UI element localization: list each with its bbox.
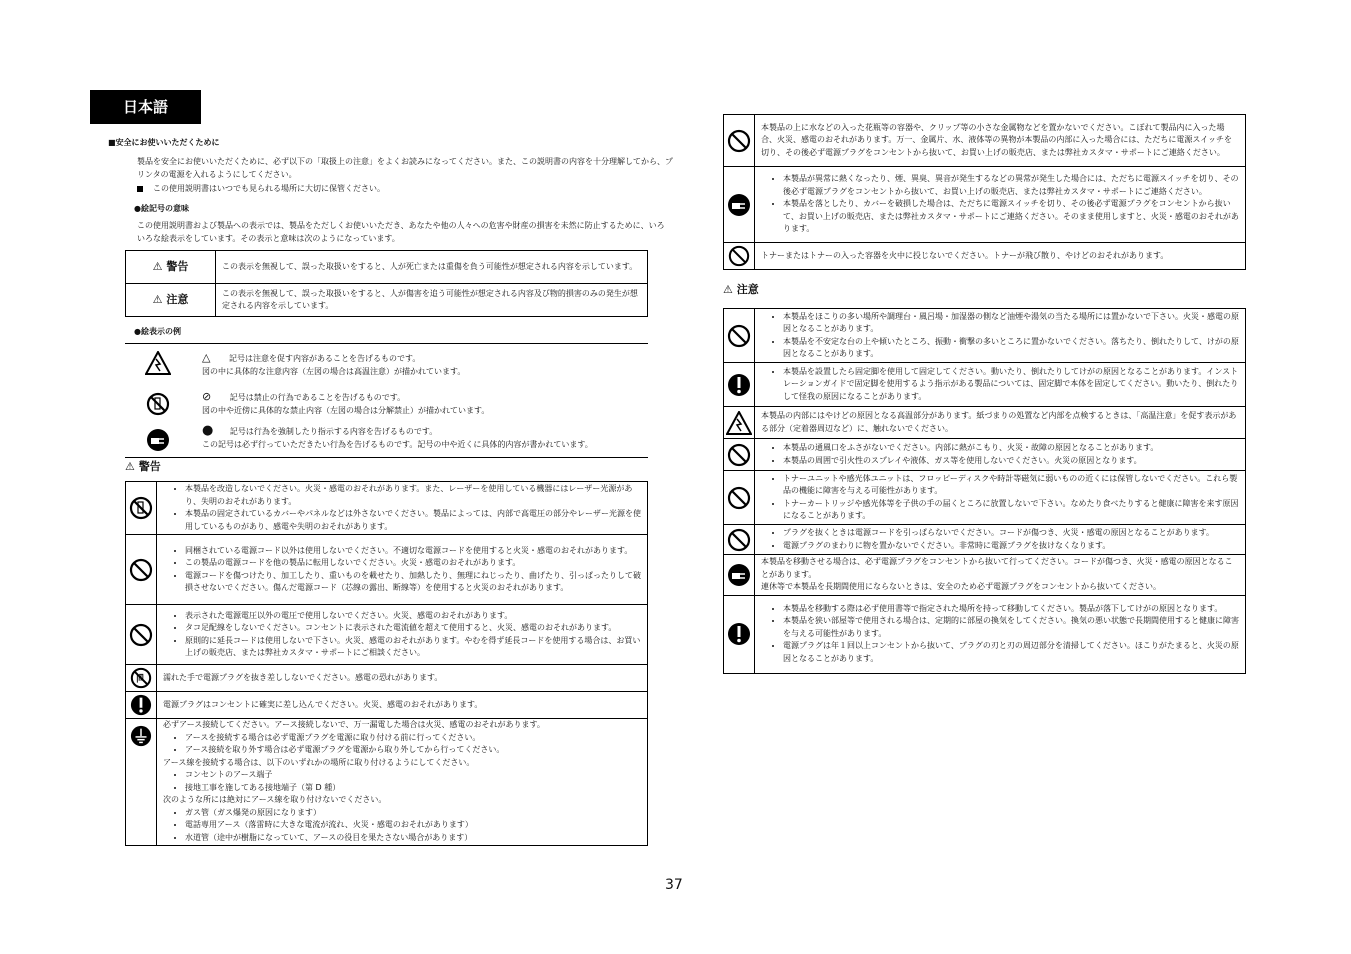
ground-icon — [126, 719, 157, 846]
ground-line2: アース線を接続する場合は、以下のいずれかの場所に取り付けるようにしてください。 — [163, 757, 475, 767]
symbol-meaning-intro: この使用説明書および製品への表示では、製品をただしくお使いいただき、あなたや他の人々への危害や財産の損害を未然に防止するために、いろいろな絵表示をしています。その表示と意味は次のようになっています。 — [137, 221, 665, 243]
high-temp-icon — [724, 407, 755, 439]
filled-circle-icon: ● — [202, 423, 214, 438]
meaning-row-caution — [126, 284, 648, 317]
list-item: • 電源コードを傷つけたり、加工したり、重いものを載せたり、加熱したり、無理にねじったり、曲げたり、引っぱったりして破損させないでください。傷んだ電源コード（芯線の露出、断線等）を使用すると火災のおそれがあります。 — [185, 570, 641, 595]
examples-heading: ●絵表示の例 — [134, 327, 181, 336]
warning-row — [126, 605, 648, 665]
unplug-icon — [724, 555, 755, 596]
list-item: • アースを接続する場合は必ず電源プラグを電源に取り付ける前に行ってください。 — [185, 732, 643, 745]
unplug-icon — [724, 167, 755, 243]
high-temp-icon — [145, 351, 171, 375]
prohibited-icon — [126, 605, 157, 665]
caution-heading: ⚠ 注意 — [723, 283, 759, 296]
caution-meaning-text: この表示を無視して、誤った取扱いをすると、人が傷害を追う可能性が想定される内容及び物的損害のみの発生が想定される内容を示しています。 — [216, 284, 648, 317]
caution-move-text: 本製品を移動させる場合は、必ず電源プラグをコンセントから抜いて行ってください。コードが傷つき、火災・感電の原因となることがあります。 — [761, 557, 1233, 579]
warning-row — [724, 243, 1246, 270]
example-caution-text: △ 記号は注意を促す内容があることを告げるものです。 図の中に具体的な注意内容（左図の場合は高温注意）が描かれています。 — [202, 351, 466, 376]
list-item: • 本製品の通風口をふさがないでください。内部に熱がこもり、火災・故障の原因となることがあります。 — [783, 442, 1239, 455]
list-item: • 本製品の周囲で引火性のスプレイや液体、ガス等を使用しないでください。火災の原因となります。 — [783, 455, 1239, 468]
warning-triangle-icon: ⚠ — [152, 259, 163, 273]
meaning-row-warning — [126, 251, 648, 284]
safety-keep-note: この使用説明書はいつでも見られる場所に大切に保管ください。 — [137, 183, 667, 196]
prohibited-icon — [724, 115, 755, 167]
safety-intro: 製品を安全にお使いいただくために、必ず以下の「取扱上の注意」をよくお読みになってください。また、この説明書の内容を十分理解してから、プリンタの電源を入れるようにしてください。 — [137, 157, 673, 179]
warning-triangle-icon: ⚠ — [125, 460, 135, 473]
page-number: 37 — [665, 877, 683, 893]
no-disassemble-icon — [126, 482, 157, 535]
prohibited-icon — [724, 243, 755, 270]
warning-table — [125, 481, 648, 846]
warning-meaning-text: この表示を無視して、誤った取扱いをすると、人が死亡または重傷を負う可能性が想定される内容を示しています。 — [216, 251, 648, 284]
warning-heading: ⚠ 警告 — [125, 460, 161, 473]
warning-toner-fire-text: トナーまたはトナーの入った容器を火中に投じないでください。トナーが飛び散り、やけどのおそれがあります。 — [755, 243, 1246, 270]
caution-row — [724, 525, 1246, 555]
list-item: • 同梱されている電源コード以外は使用しないでください。不適切な電源コードを使用すると火災・感電のおそれがあります。 — [185, 545, 641, 558]
warning-row — [126, 692, 648, 719]
list-item: • 本製品をほこりの多い場所や調理台・風呂場・加湿器の側など油煙や湯気の当たる場所には置かないで下さい。火災・感電の原因となることがあります。 — [783, 311, 1239, 336]
prohibited-icon — [724, 471, 755, 525]
list-item: • 本製品を狭い部屋等で使用される場合は、定期的に部屋の換気をしてください。換気の悪い状態で長期間使用すると健康に障害を与える可能性があります。 — [783, 615, 1239, 640]
warning-level-cell: ⚠ 警告 — [126, 251, 216, 284]
list-item: • 本製品を移動する際は必ず使用書等で指定された場所を持って移動してください。製品が落下してけがの原因となります。 — [783, 603, 1239, 616]
list-item: • この製品の電源コードを他の製品に転用しないでください。火災・感電のおそれがあります。 — [185, 557, 641, 570]
warning-row — [126, 665, 648, 692]
caution-holiday-text: 連休等で本製品を長期間使用にならないときは、安全のため必ず電源プラグをコンセントから抜いてください。 — [761, 582, 1161, 591]
list-item: • 電源プラグは年１回以上コンセントから抜いて、プラグの刃と刃の周辺部分を清掃してください。ほこりがたまると、火災の原因となることがあります。 — [783, 640, 1239, 665]
list-item: • プラグを抜くときは電源コードを引っぱらないでください。コードが傷つき、火災・感電の原因となることがあります。 — [783, 527, 1239, 540]
unplug-icon — [146, 428, 170, 452]
list-item: • コンセントのアース端子 — [185, 769, 643, 782]
warning-row — [126, 535, 648, 605]
list-item: • 本製品の固定されているカバーやパネルなどは外さないでください。製品によっては、内部で高電圧の部分やレーザー光源を使用しているものがあり、感電や失明のおそれがあります。 — [185, 508, 641, 533]
list-item: • アース接続を取り外す場合は必ず電源プラグを電源から取り外してから行ってください。 — [185, 744, 643, 757]
no-disassemble-icon — [146, 392, 170, 416]
warning-row — [724, 115, 1246, 167]
list-item: • トナーユニットや感光体ユニットは、フロッピーディスクや時計等磁気に弱いものの近くには保管しないでください。これら製品の機能に障害を与える可能性があります。 — [783, 473, 1239, 498]
mandatory-icon — [724, 595, 755, 673]
list-item: • タコ足配線をしないでください。コンセントに表示された電流値を超えて使用すると、火災、感電のおそれがあります。 — [185, 622, 641, 635]
warning-row — [126, 719, 648, 846]
caution-high-temp-text: 本製品の内部にはやけどの原因となる高温部分があります。紙づまりの処置など内部を点検するときは、「高温注意」を促す表示がある部分（定着器周辺など）に、触れないでください。 — [755, 407, 1246, 439]
caution-row — [724, 407, 1246, 439]
prohibited-small-icon: ⊘ — [202, 390, 212, 403]
caution-level-cell: ⚠ 注意 — [126, 284, 216, 317]
mandatory-icon — [724, 363, 755, 407]
list-item: • トナーカートリッジや感光体等を子供の手の届くところに放置しないで下さい。なめたり食べたりすると健康に障害を来す原因になることがあります。 — [783, 498, 1239, 523]
example-mandatory-text: ● 記号は行為を強制したり指示する内容を告げるものです。 この記号は必ず行っていただきたい行為を告げるものです。記号の中や近くに具体的内容が書かれています。 — [202, 423, 593, 449]
symbol-meaning-heading: ●絵記号の意味 — [134, 204, 189, 213]
prohibited-icon — [724, 309, 755, 363]
list-item: • 電源プラグのまわりに物を置かないでください。非常時に電源プラグを抜けなくなります。 — [783, 540, 1239, 553]
list-item: • 本製品が異常に熱くなったり、煙、異臭、異音が発生するなどの異常が発生した場合には、ただちに電源スイッチを切り、その後必ず電源プラグをコンセントから抜いて、お買い上げの販売店、または弊社カスタマ・サポートにご連絡ください。 — [783, 173, 1239, 198]
triangle-outline-icon: △ — [202, 351, 211, 364]
caution-triangle-icon: ⚠ — [723, 283, 733, 296]
caution-triangle-icon: ⚠ — [152, 292, 163, 306]
list-item: • 接地工事を施してある接地端子（第 D 種） — [185, 782, 643, 795]
warning-vase-text: 本製品の上に水などの入った花瓶等の容器や、クリップ等の小さな金属物などを置かないでください。こぼれて製品内に入った場合、火災、感電のおそれがあります。万一、金属片、水、液体等の異物が本製品の内部に入った場合には、ただちに電源スイッチを切り、その後必ず電源プラグをコンセントから抜いて、お買い上げの販売店、または弊社カスタマ・サポートにご連絡ください。 — [755, 115, 1246, 167]
caution-row — [724, 309, 1246, 363]
caution-row — [724, 363, 1246, 407]
prohibited-icon — [724, 439, 755, 471]
safety-heading: ■安全にお使いいただくために — [108, 138, 220, 147]
warning-row — [724, 167, 1246, 243]
warning-wet-hands-text: 濡れた手で電源プラグを抜き差ししないでください。感電の恐れがあります。 — [157, 665, 648, 692]
no-wet-hands-icon — [126, 665, 157, 692]
prohibited-icon — [126, 535, 157, 605]
caution-row — [724, 555, 1246, 596]
warning-row — [126, 482, 648, 535]
list-item: • 表示された電源電圧以外の電圧で使用しないでください。火災、感電のおそれがあります。 — [185, 610, 641, 623]
list-item: • ガス管（ガス爆発の原因になります） — [185, 807, 643, 820]
list-item: • 本製品を不安定な台の上や傾いたところ、振動・衝撃の多いところに置かないでください。落ちたり、倒れたりして、けがの原因となることがあります。 — [783, 336, 1239, 361]
warning-continued-table — [723, 114, 1246, 270]
caution-row — [724, 439, 1246, 471]
list-item: • 本製品を落としたり、カバーを破損した場合は、ただちに電源スイッチを切り、その後必ず電源プラグをコンセントから抜いて、お買い上げの販売店、または弊社カスタマ・サポートにご連絡ください。そのまま使用しますと、火災・感電のおそれがあります。 — [783, 198, 1239, 236]
list-item: • 本製品を設置したら固定脚を使用して固定してください。動いたり、倒れたりしてけがの原因となることがあります。インストレーションガイドで固定脚を使用するよう指示がある製品については、固定脚で本体を固定してください。動いたり、倒れたりして怪我の原因になることがあります。 — [783, 366, 1239, 404]
caution-row — [724, 595, 1246, 673]
language-title: 日本語 — [90, 90, 201, 124]
ground-line3: 次のような所には絶対にアース線を取り付けないでください。 — [163, 795, 387, 804]
list-item: • 電話専用アース（落雷時に大きな電流が流れ、火災・感電のおそれがあります） — [185, 819, 643, 832]
example-prohibit-text: ⊘ 記号は禁止の行為であることを告げるものです。 図の中や近傍に具体的な禁止内容（左図の場合は分解禁止）が描かれています。 — [202, 390, 490, 415]
mandatory-icon — [126, 692, 157, 719]
caution-row — [724, 471, 1246, 525]
caution-table — [723, 308, 1246, 674]
list-item: • 原則的に延長コードは使用しないで下さい。火災、感電のおそれがあります。やむを得ず延長コードを使用する場合は、お買い上げの販売店、または弊社カスタマ・サポートにご相談ください。 — [185, 635, 641, 660]
warning-plug-text: 電源プラグはコンセントに確実に差し込んでください。火災、感電のおそれがあります。 — [157, 692, 648, 719]
prohibited-icon — [724, 525, 755, 555]
ground-line1: 必ずアース接続してください。アース接続しないで、万一漏電した場合は火災、感電のおそれがあります。 — [163, 720, 545, 729]
symbol-meaning-table — [125, 250, 648, 317]
list-item: • 本製品を改造しないでください。火災・感電のおそれがあります。また、レーザーを使用している機器にはレーザー光源があり、失明のおそれがあります。 — [185, 483, 641, 508]
list-item: • 水道管（途中が樹脂になっていて、アースの役目を果たさない場合があります） — [185, 832, 643, 845]
